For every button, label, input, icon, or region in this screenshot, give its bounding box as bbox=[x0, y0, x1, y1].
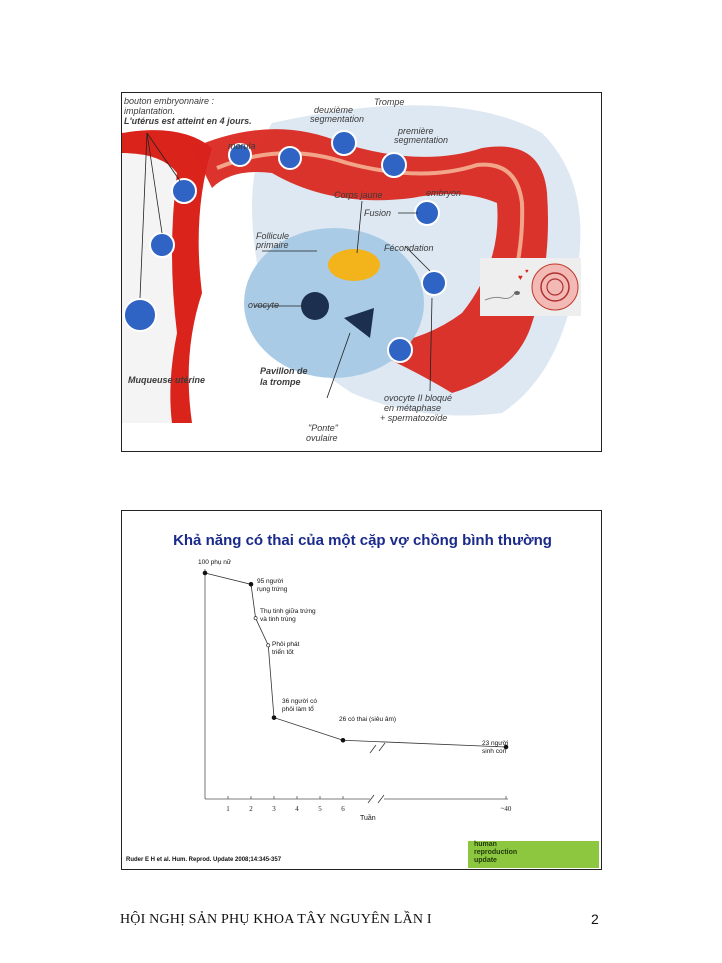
label-ovocyte-ii: ovocyte II bloqué bbox=[384, 393, 453, 403]
ann-100-phu-nu: 100 phụ nữ bbox=[198, 559, 232, 566]
journal-word-1: human bbox=[474, 841, 497, 848]
label-pavillon: Pavillon de bbox=[260, 366, 308, 376]
footer-conference: HỘI NGHỊ SẢN PHỤ KHOA TÂY NGUYÊN LẦN I bbox=[120, 912, 432, 927]
data-point bbox=[203, 571, 207, 575]
journal-logo bbox=[468, 841, 599, 868]
chart-slide bbox=[121, 510, 602, 870]
cell-implant-1 bbox=[150, 233, 174, 257]
chart-title: Khả năng có thai của một cặp vợ chồng bình thường bbox=[173, 532, 552, 549]
x-tick-label: 4 bbox=[295, 805, 299, 813]
cell-fecondation bbox=[422, 271, 446, 295]
cell-embryon bbox=[415, 201, 439, 225]
label-morula: morula bbox=[228, 141, 256, 151]
label-ovocyte: ovocyte bbox=[248, 300, 280, 310]
page-number: 2 bbox=[591, 911, 599, 927]
x-tick-label: 3 bbox=[272, 805, 276, 813]
journal-word-2: reproduction bbox=[474, 849, 518, 856]
data-point bbox=[249, 582, 253, 586]
label-bouton: bouton embryonnaire : bbox=[124, 96, 215, 106]
axis-break bbox=[368, 743, 385, 803]
x-tick-label: 1 bbox=[226, 805, 230, 813]
citation: Ruder E H et al. Hum. Reprod. Update 2008;14:345-357 bbox=[126, 857, 282, 863]
label-premiere: première bbox=[398, 126, 434, 136]
cell-ovocyte-ii bbox=[388, 338, 412, 362]
cell-premiere bbox=[382, 153, 406, 177]
ann-phoi-lam-to: phôi làm tổ bbox=[282, 706, 314, 713]
label-en-metaphase: en métaphase bbox=[384, 403, 442, 413]
sperm-egg-image bbox=[480, 258, 581, 316]
heart-icon-small: ♥ bbox=[525, 269, 529, 275]
label-segmentation-2: segmentation bbox=[394, 135, 449, 145]
ann-va-tinh-trung: và tinh trùng bbox=[260, 616, 296, 623]
label-ovulaire: ovulaire bbox=[306, 433, 338, 443]
follicle bbox=[301, 292, 329, 320]
label-deuxieme: deuxième bbox=[314, 105, 354, 115]
label-segmentation-1: segmentation bbox=[310, 114, 365, 124]
heart-icon: ♥ bbox=[518, 273, 523, 282]
egg bbox=[532, 264, 578, 310]
data-point bbox=[272, 716, 276, 720]
cell-deuxieme bbox=[279, 147, 301, 169]
x-axis-label: Tuần bbox=[360, 815, 376, 822]
label-spermatozoide: + spermatozoïde bbox=[380, 413, 448, 423]
corps-jaune-shape bbox=[328, 249, 380, 281]
x-tick-label: 5 bbox=[318, 805, 322, 813]
data-point bbox=[254, 617, 257, 620]
label-la-trompe: la trompe bbox=[260, 377, 301, 387]
ann-phoi-phat: Phôi phát bbox=[272, 641, 300, 648]
label-uterus-atteint: L'utérus est atteint en 4 jours. bbox=[124, 116, 252, 126]
label-embryon: embryon bbox=[426, 188, 462, 198]
ann-95-nguoi: 95 người bbox=[257, 578, 284, 585]
sperm-head bbox=[514, 291, 520, 295]
label-ponte: "Ponte" bbox=[308, 423, 338, 433]
ann-thu-tinh: Thụ tinh giữa trứng bbox=[260, 608, 316, 615]
label-primaire: primaire bbox=[256, 240, 289, 250]
label-implantation: implantation. bbox=[124, 106, 176, 116]
label-fusion: Fusion bbox=[364, 208, 392, 218]
journal-word-3: update bbox=[474, 857, 497, 864]
ann-sinh-con: sinh con bbox=[482, 748, 507, 755]
label-follicule: Follicule bbox=[256, 231, 290, 241]
x-tick-label: 6 bbox=[341, 805, 345, 813]
x-tick-label: 2 bbox=[249, 805, 253, 813]
data-point bbox=[341, 738, 345, 742]
x-tick-label: ~40 bbox=[500, 805, 512, 813]
cell-implant-2 bbox=[124, 299, 156, 331]
cell-2 bbox=[332, 131, 356, 155]
label-corps-jaune: Corps jaune bbox=[334, 190, 383, 200]
ann-rung-trung: rụng trứng bbox=[257, 586, 288, 593]
ann-23-nguoi: 23 người bbox=[482, 740, 509, 747]
label-muqueuse: Muqueuse utérine bbox=[128, 375, 206, 385]
label-trompe: Trompe bbox=[374, 97, 405, 107]
ann-26-co-thai: 26 có thai (siêu âm) bbox=[339, 716, 397, 723]
ann-trien-tot: triển tốt bbox=[272, 649, 294, 656]
sperm-egg-illustration bbox=[480, 258, 581, 316]
label-fecondation: Fécondation bbox=[384, 243, 434, 253]
sperm-tail bbox=[485, 294, 514, 300]
data-point bbox=[267, 644, 270, 647]
ann-36-nguoi: 36 người có bbox=[282, 698, 317, 705]
cell-1 bbox=[172, 179, 196, 203]
